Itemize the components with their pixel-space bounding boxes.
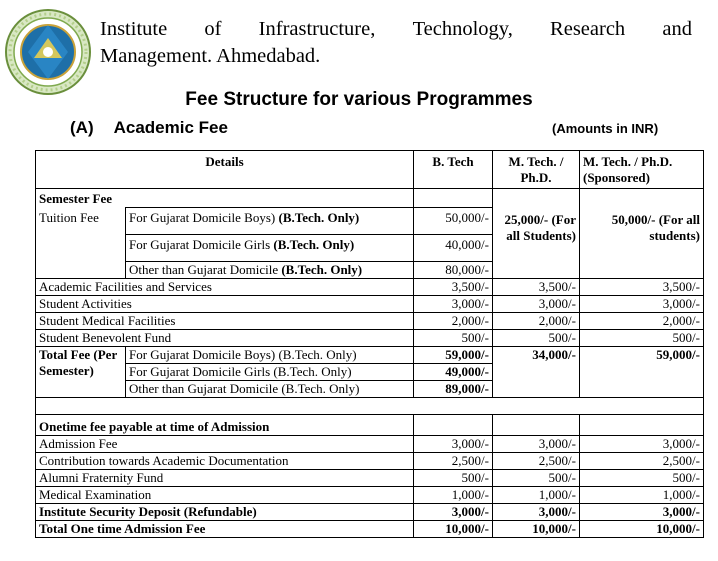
table-header-row — [36, 151, 704, 189]
total-mtech-value: 34,000/- — [493, 347, 580, 398]
total-btech-value: 59,000/- — [414, 347, 493, 364]
inst-word: Infrastructure, — [258, 18, 376, 40]
table-row — [36, 436, 704, 453]
institute-logo — [4, 8, 92, 96]
section-heading — [70, 118, 228, 138]
btech-value: 3,500/- — [414, 279, 493, 296]
mtech-value: 3,500/- — [493, 279, 580, 296]
sponsored-value: 3,500/- — [580, 279, 704, 296]
sponsored-value: 500/- — [580, 330, 704, 347]
tuition-fee-label: Tuition Fee — [36, 208, 126, 279]
sponsored-value: 1,000/- — [580, 487, 704, 504]
table-row — [36, 208, 704, 235]
inst-word: of — [204, 18, 222, 40]
header-mtech-sponsored: M. Tech. / Ph.D. (Sponsored) — [580, 151, 704, 189]
mtech-value: 2,500/- — [493, 453, 580, 470]
table-row — [36, 470, 704, 487]
inst-word: and — [662, 18, 692, 40]
btech-value: 500/- — [414, 470, 493, 487]
tuition-row-label: For Gujarat Domicile Girls (B.Tech. Only) — [126, 235, 414, 262]
institute-name — [100, 16, 692, 70]
fee-row-label: Student Activities — [36, 296, 414, 313]
table-row — [36, 504, 704, 521]
sponsored-value: 3,000/- — [580, 436, 704, 453]
mtech-value: 3,000/- — [493, 504, 580, 521]
fee-row-label: Medical Examination — [36, 487, 414, 504]
table-row — [36, 521, 704, 538]
table-row — [36, 296, 704, 313]
institute-name-line1 — [100, 16, 692, 43]
table-row — [36, 453, 704, 470]
mtech-value: 10,000/- — [493, 521, 580, 538]
fee-table — [35, 150, 704, 538]
section-title: Academic Fee — [113, 118, 228, 137]
mtech-value: 1,000/- — [493, 487, 580, 504]
table-row — [36, 330, 704, 347]
tuition-sponsored-value: 50,000/- (For all students) — [580, 208, 704, 279]
header-details: Details — [36, 151, 414, 189]
sponsored-value: 3,000/- — [580, 504, 704, 521]
institute-name-line2: Management. Ahmedabad. — [100, 45, 321, 67]
table-row — [36, 279, 704, 296]
total-btech-value: 49,000/- — [414, 364, 493, 381]
fee-row-label: Alumni Fraternity Fund — [36, 470, 414, 487]
btech-value: 1,000/- — [414, 487, 493, 504]
btech-value: 2,500/- — [414, 453, 493, 470]
onetime-heading: Onetime fee payable at time of Admission — [36, 415, 414, 436]
mtech-value: 500/- — [493, 470, 580, 487]
mtech-value: 2,000/- — [493, 313, 580, 330]
sponsored-value: 2,000/- — [580, 313, 704, 330]
btech-value: 3,000/- — [414, 504, 493, 521]
sponsored-value: 2,500/- — [580, 453, 704, 470]
sponsored-value: 3,000/- — [580, 296, 704, 313]
page-title: Fee Structure for various Programmes — [185, 89, 533, 110]
total-row-label: Other than Gujarat Domicile (B.Tech. Only) — [126, 381, 414, 398]
section-marker: (A) — [70, 118, 94, 137]
header-mtech: M. Tech. / Ph.D. — [493, 151, 580, 189]
btech-value: 3,000/- — [414, 296, 493, 313]
tuition-row-label: Other than Gujarat Domicile (B.Tech. Only) — [126, 262, 414, 279]
fee-row-label: Admission Fee — [36, 436, 414, 453]
table-row — [36, 189, 704, 208]
header-btech: B. Tech — [414, 151, 493, 189]
mtech-value: 3,000/- — [493, 296, 580, 313]
inst-word: Research — [550, 18, 626, 40]
tuition-mtech-value: 25,000/- (For all Students) — [493, 208, 580, 279]
btech-value: 2,000/- — [414, 313, 493, 330]
table-row — [36, 313, 704, 330]
mtech-value: 3,000/- — [493, 436, 580, 453]
total-sponsored-value: 59,000/- — [580, 347, 704, 398]
btech-value: 500/- — [414, 330, 493, 347]
tuition-btech-value: 50,000/- — [414, 208, 493, 235]
fee-row-label: Student Medical Facilities — [36, 313, 414, 330]
tuition-row-label: For Gujarat Domicile Boys) (B.Tech. Only) — [126, 208, 414, 235]
total-fee-label: Total Fee (Per Semester) — [36, 347, 126, 398]
table-row — [36, 347, 704, 364]
total-row-label: For Gujarat Domicile Boys) (B.Tech. Only) — [126, 347, 414, 364]
fee-row-label: Institute Security Deposit (Refundable) — [36, 504, 414, 521]
inst-word: Technology, — [412, 18, 513, 40]
mtech-value: 500/- — [493, 330, 580, 347]
table-row — [36, 415, 704, 436]
total-btech-value: 89,000/- — [414, 381, 493, 398]
total-row-label: For Gujarat Domicile Girls (B.Tech. Only) — [126, 364, 414, 381]
sponsored-value: 10,000/- — [580, 521, 704, 538]
sponsored-value: 500/- — [580, 470, 704, 487]
table-row — [36, 487, 704, 504]
fee-row-label: Student Benevolent Fund — [36, 330, 414, 347]
spacer-row — [36, 398, 704, 415]
fee-row-label: Total One time Admission Fee — [36, 521, 414, 538]
fee-row-label: Contribution towards Academic Documentation — [36, 453, 414, 470]
btech-value: 3,000/- — [414, 436, 493, 453]
fee-row-label: Academic Facilities and Services — [36, 279, 414, 296]
tuition-btech-value: 80,000/- — [414, 262, 493, 279]
tuition-btech-value: 40,000/- — [414, 235, 493, 262]
inst-word: Institute — [100, 18, 168, 40]
semester-fee-heading: Semester Fee — [36, 189, 414, 208]
btech-value: 10,000/- — [414, 521, 493, 538]
amounts-note: (Amounts in INR) — [552, 121, 659, 136]
